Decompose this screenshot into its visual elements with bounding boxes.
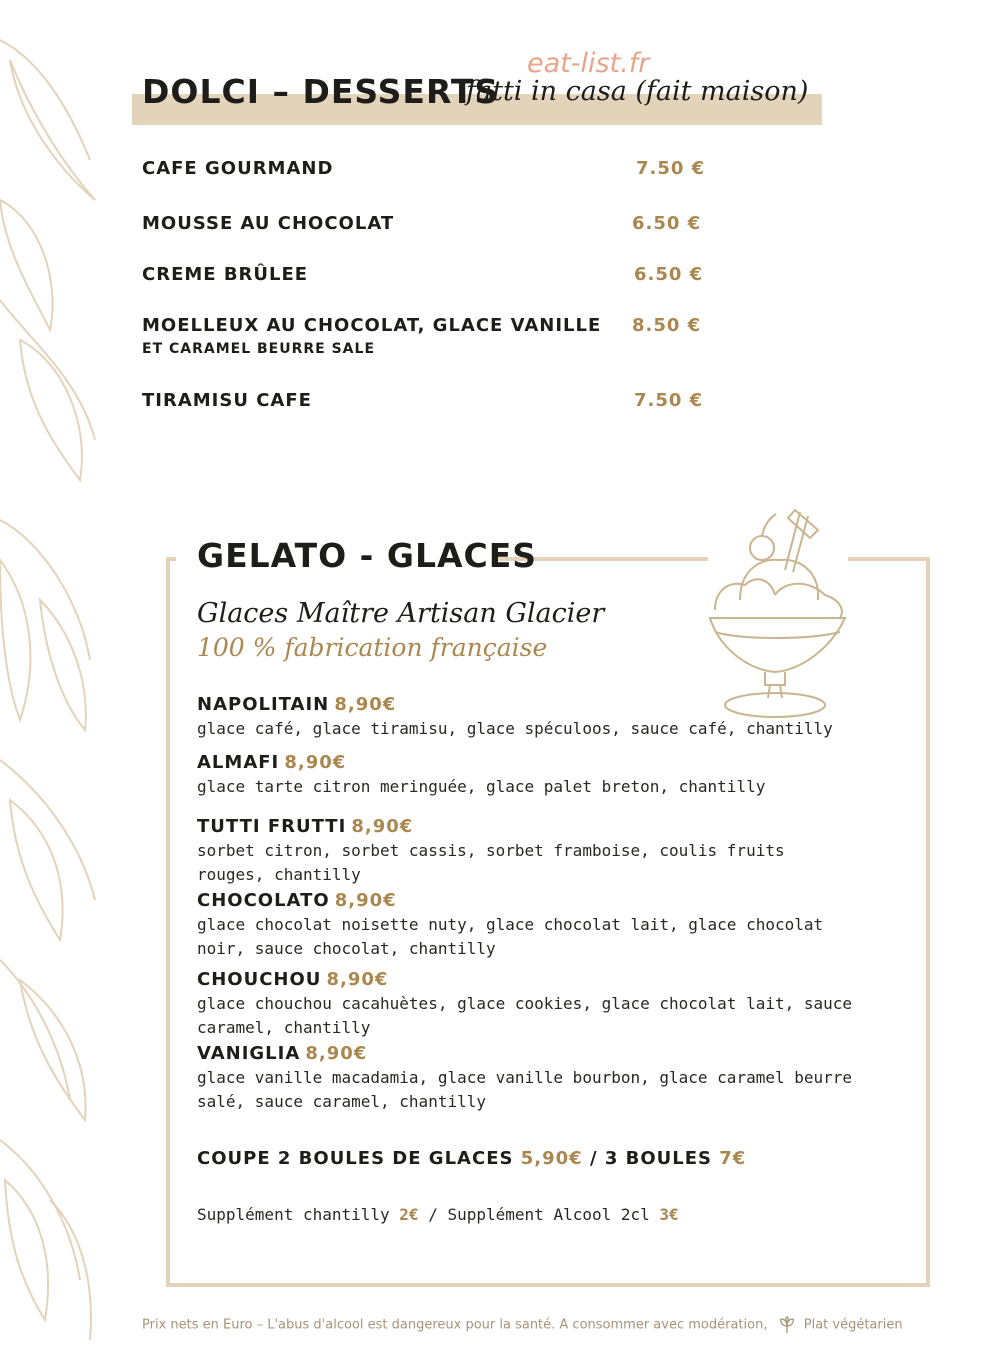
glace-description: sorbet citron, sorbet cassis, sorbet framboise, coulis fruits rouges, chantilly xyxy=(197,841,785,884)
supplement-separator: / xyxy=(428,1205,438,1224)
dessert-name: CAFE GOURMAND xyxy=(142,158,334,179)
dessert-price: 6.50 € xyxy=(634,264,704,285)
ice-cream-sundae-icon xyxy=(700,500,850,722)
glace-description: glace chocolat noisette nuty, glace chocolat lait, glace chocolat noir, sauce chocolat, chantilly xyxy=(197,915,824,958)
footer xyxy=(142,1316,903,1334)
glace-price: 8,90€ xyxy=(334,890,397,911)
dessert-subtext: ET CARAMEL BEURRE SALE xyxy=(142,341,376,357)
glace-name: CHOUCHOU xyxy=(197,969,322,990)
glace-name: ALMAFI xyxy=(197,752,280,773)
footer-veg-label: Plat végétarien xyxy=(803,1317,903,1333)
glace-price: 8,90€ xyxy=(326,969,389,990)
glace-price: 8,90€ xyxy=(351,816,414,837)
desserts-subtitle: fatti in casa (fait maison) xyxy=(466,76,809,107)
glaces-title: GELATO - GLACES xyxy=(197,536,538,575)
dessert-name: MOUSSE AU CHOCOLAT xyxy=(142,213,395,234)
glace-name: TUTTI FRUTTI xyxy=(197,816,347,837)
leaf-decoration xyxy=(0,0,100,1355)
glace-name: NAPOLITAIN xyxy=(197,694,330,715)
coupe-price-2: 5,90€ xyxy=(520,1148,583,1169)
glace-item xyxy=(197,752,857,799)
dessert-name: MOELLEUX AU CHOCOLAT, GLACE VANILLE xyxy=(142,315,602,336)
glace-description: glace café, glace tiramisu, glace spéculoos, sauce café, chantilly xyxy=(197,719,833,738)
desserts-title: DOLCI – DESSERTS xyxy=(142,72,500,111)
supplement-chantilly-price: 2€ xyxy=(399,1205,419,1224)
glace-name: VANIGLIA xyxy=(197,1043,301,1064)
glace-item xyxy=(197,969,857,1040)
glace-price: 8,90€ xyxy=(305,1043,368,1064)
glace-description: glace tarte citron meringuée, glace palet breton, chantilly xyxy=(197,777,766,796)
glace-item xyxy=(197,694,857,741)
supplement-alcool-label: Supplément Alcool 2cl xyxy=(447,1205,650,1224)
dessert-name: CREME BRÛLEE xyxy=(142,264,309,285)
supplement-chantilly-label: Supplément chantilly xyxy=(197,1205,390,1224)
coupe-line xyxy=(197,1148,746,1169)
glace-item xyxy=(197,1043,857,1114)
coupe-price-3: 7€ xyxy=(719,1148,747,1169)
glace-name: CHOCOLATO xyxy=(197,890,330,911)
vegetarian-leaf-icon xyxy=(778,1316,796,1334)
glace-price: 8,90€ xyxy=(334,694,397,715)
fabrication-script: 100 % fabrication française xyxy=(197,633,548,662)
watermark: eat-list.fr xyxy=(527,48,650,79)
coupe-label-3: 3 BOULES xyxy=(604,1148,712,1169)
glace-description: glace chouchou cacahuètes, glace cookies, glace chocolat lait, sauce caramel, chantilly xyxy=(197,994,853,1037)
artisan-script: Glaces Maître Artisan Glacier xyxy=(197,598,605,629)
glace-price: 8,90€ xyxy=(284,752,347,773)
footer-text: Prix nets en Euro – L'abus d'alcool est dangereux pour la santé. A consommer avec modération, xyxy=(142,1317,768,1333)
dessert-name: TIRAMISU CAFE xyxy=(142,390,312,411)
supplement-alcool-price: 3€ xyxy=(659,1205,679,1224)
dessert-price: 6.50 € xyxy=(632,213,702,234)
coupe-label-2: COUPE 2 BOULES DE GLACES xyxy=(197,1148,514,1169)
glace-description: glace vanille macadamia, glace vanille bourbon, glace caramel beurre salé, sauce caramel, chantilly xyxy=(197,1068,853,1111)
dessert-price: 7.50 € xyxy=(636,158,706,179)
dessert-price: 8.50 € xyxy=(632,315,702,336)
dessert-price: 7.50 € xyxy=(634,390,704,411)
supplement-line xyxy=(197,1205,679,1224)
glace-item xyxy=(197,816,857,887)
glace-item xyxy=(197,890,857,961)
coupe-separator: / xyxy=(589,1148,598,1169)
